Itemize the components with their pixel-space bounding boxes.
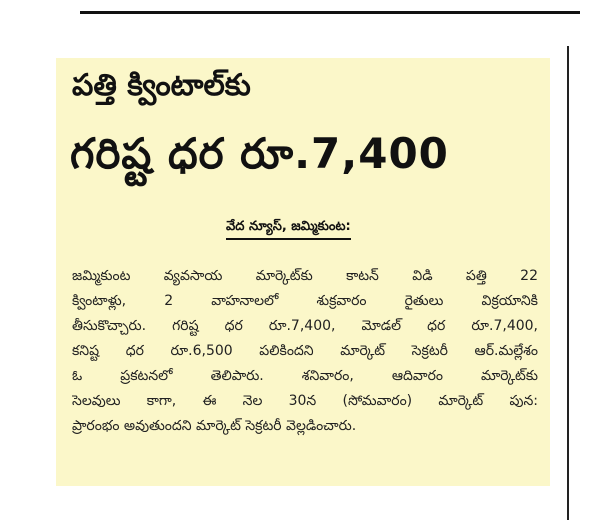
news-clipping — [56, 58, 550, 486]
article-dateline: వేద న్యూస్, జమ్మికుంట: — [226, 218, 351, 240]
column-rule-divider — [567, 46, 569, 520]
article-kicker: పత్తి క్వింటాల్‌కు — [72, 68, 251, 103]
top-rule-divider — [80, 11, 580, 14]
article-body — [72, 264, 538, 439]
body-line: జమ్మికుంట వ్యవసాయ మార్కెట్‌కు కాటన్ విడి పత్తి 22 — [72, 268, 538, 284]
body-line: ప్రారంభం అవుతుందని మార్కెట్ సెక్రటరీ వెల్లడించారు. — [72, 418, 357, 434]
body-line: క్వింటాళ్లు, 2 వాహనాలలో శుక్రవారం రైతులు విక్రయానికి — [72, 293, 538, 309]
body-line: తీసుకొచ్చారు. గరిష్ట ధర రూ.7,400, మోడల్ ధర రూ.7,400, — [72, 318, 538, 334]
body-line: కనిష్ట ధర రూ.6,500 పలికిందని మార్కెట్ సెక్రటరీ ఆర్.మల్లేశం — [72, 343, 538, 359]
article-headline: గరిష్ట ధర రూ.7,400 — [70, 129, 449, 178]
body-line: ఓ ప్రకటనలో తెలిపారు. శనివారం, ఆదివారం మార్కెట్‌కు — [72, 368, 538, 384]
body-line: సెలవులు కాగా, ఈ నెల 30న (సోమవారం) మార్కెట్ పున: — [72, 393, 538, 409]
